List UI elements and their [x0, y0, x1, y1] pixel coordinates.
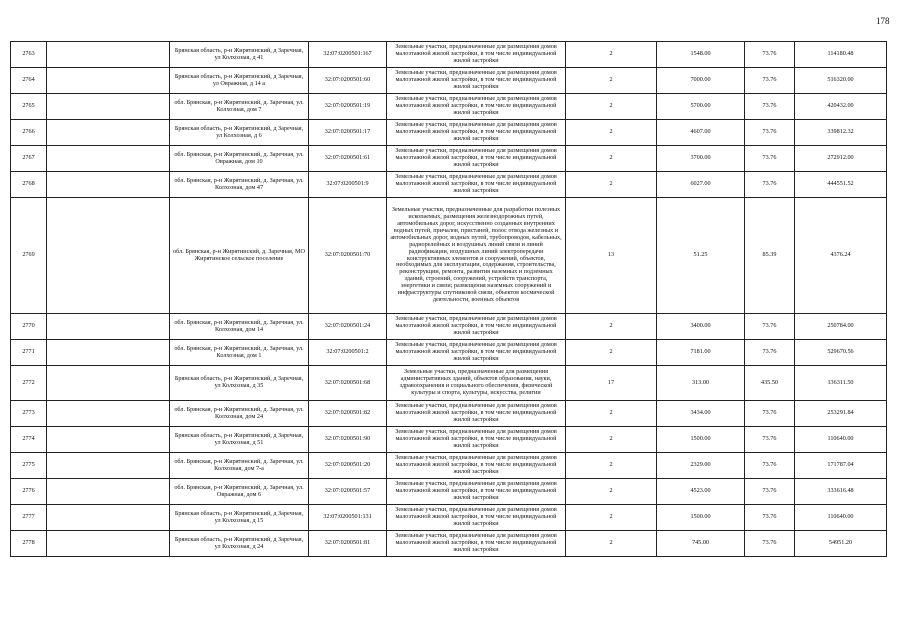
rate-cell: 73.76 — [745, 314, 795, 340]
area-cell: 313.00 — [657, 366, 745, 401]
table-body — [11, 42, 887, 557]
address-cell: обл. Брянская, р-н Жирятинский, д. Заречная, ул. Колхозная, дом 1 — [170, 340, 309, 366]
use-code-cell: 2 — [566, 427, 657, 453]
rate-cell: 73.76 — [745, 505, 795, 531]
address-cell: Брянская область, р-н Жирятинский, д Заречная, ул Овражная, д 14 а — [170, 68, 309, 94]
area-cell: 3434.00 — [657, 401, 745, 427]
row-number-cell: 2778 — [11, 531, 47, 557]
address-cell: Брянская область, р-н Жирятинский, д Заречная, ул Колхозная, д 41 — [170, 42, 309, 68]
rate-cell: 73.76 — [745, 172, 795, 198]
rate-cell: 73.76 — [745, 531, 795, 557]
use-code-cell: 13 — [566, 198, 657, 314]
row-number-cell: 2768 — [11, 172, 47, 198]
area-cell: 51.25 — [657, 198, 745, 314]
cadastral-value-cell: 136311.50 — [795, 366, 887, 401]
cadastral-number-cell: 32:07:0200501:82 — [309, 401, 387, 427]
area-cell: 2329.00 — [657, 453, 745, 479]
cadastral-number-cell: 32:07:0200501:167 — [309, 42, 387, 68]
table-row — [11, 94, 887, 120]
use-code-cell: 2 — [566, 146, 657, 172]
cadastral-value-cell: 420432.00 — [795, 94, 887, 120]
land-use-cell: Земельные участки, предназначенные для размещения домов малоэтажной жилой застройки, в том числе индивидуальной жилой застройки — [387, 68, 566, 94]
blank-cell — [47, 120, 170, 146]
rate-cell: 73.76 — [745, 120, 795, 146]
land-use-cell: Земельные участки, предназначенные для разработки полезных ископаемых, размещения железнодорожных путей, автомобильных дорог, искусственно созданных внутренних водных путей, причалов, пристаней, полос отвода железных и автомобильных дорог, водных путей, трубопроводов, кабельных, радиорелейных и воздушных линий связи и линий радиофикации, воздушных линий электропередачи конструктивных элементов и сооружений, объектов, необходимых для эксплуатации, содержания, строительства, реконструкции, ремонта, развития наземных и подземных зданий, строений, сооружений, устройств транспорта, энергетики и связи; размещения наземных сооружений и инфраструктуры спутниковой связи, объектов космической деятельности, военных объектов — [387, 198, 566, 314]
area-cell: 1500.00 — [657, 427, 745, 453]
area-cell: 4607.00 — [657, 120, 745, 146]
use-code-cell: 2 — [566, 401, 657, 427]
row-number-cell: 2763 — [11, 42, 47, 68]
table-row — [11, 314, 887, 340]
area-cell: 1500.00 — [657, 505, 745, 531]
table-row — [11, 120, 887, 146]
blank-cell — [47, 453, 170, 479]
use-code-cell: 2 — [566, 120, 657, 146]
cadastral-number-cell: 32:07:0200501:20 — [309, 453, 387, 479]
row-number-cell: 2772 — [11, 366, 47, 401]
table-row — [11, 366, 887, 401]
blank-cell — [47, 366, 170, 401]
area-cell: 4523.00 — [657, 479, 745, 505]
cadastral-number-cell: 32:07:0200501:57 — [309, 479, 387, 505]
area-cell: 7181.00 — [657, 340, 745, 366]
use-code-cell: 2 — [566, 172, 657, 198]
address-cell: обл. Брянская, р-н Жирятинский, д. Заречная, ул. Колхозная, дом 47 — [170, 172, 309, 198]
row-number-cell: 2767 — [11, 146, 47, 172]
use-code-cell: 2 — [566, 505, 657, 531]
cadastral-number-cell: 32:07:0200501:81 — [309, 531, 387, 557]
blank-cell — [47, 479, 170, 505]
row-number-cell: 2765 — [11, 94, 47, 120]
table-row — [11, 172, 887, 198]
land-use-cell: Земельные участки, предназначенные для размещения домов малоэтажной жилой застройки, в том числе индивидуальной жилой застройки — [387, 453, 566, 479]
blank-cell — [47, 146, 170, 172]
row-number-cell: 2769 — [11, 198, 47, 314]
row-number-cell: 2764 — [11, 68, 47, 94]
table-row — [11, 479, 887, 505]
cadastral-number-cell: 32:07:0200501:90 — [309, 427, 387, 453]
table-row — [11, 453, 887, 479]
area-cell: 5700.00 — [657, 94, 745, 120]
table-row — [11, 427, 887, 453]
blank-cell — [47, 198, 170, 314]
use-code-cell: 2 — [566, 479, 657, 505]
land-use-cell: Земельные участки, предназначенные для размещения домов малоэтажной жилой застройки, в том числе индивидуальной жилой застройки — [387, 531, 566, 557]
land-use-cell: Земельные участки, предназначенные для размещения домов малоэтажной жилой застройки, в том числе индивидуальной жилой застройки — [387, 479, 566, 505]
use-code-cell: 2 — [566, 94, 657, 120]
rate-cell: 85.39 — [745, 198, 795, 314]
table-row — [11, 68, 887, 94]
address-cell: обл. Брянская, р-н Жирятинский, д. Заречная, ул. Овражная, дом 6 — [170, 479, 309, 505]
row-number-cell: 2777 — [11, 505, 47, 531]
table-row — [11, 505, 887, 531]
cadastral-value-cell: 171787.04 — [795, 453, 887, 479]
land-use-cell: Земельные участки, предназначенные для размещения домов малоэтажной жилой застройки, в том числе индивидуальной жилой застройки — [387, 120, 566, 146]
address-cell: Брянская область, р-н Жирятинский, д Заречная, ул Колхозная, д 24 — [170, 531, 309, 557]
blank-cell — [47, 42, 170, 68]
rate-cell: 73.76 — [745, 68, 795, 94]
land-use-cell: Земельные участки, предназначенные для размещения домов малоэтажной жилой застройки, в том числе индивидуальной жилой застройки — [387, 401, 566, 427]
use-code-cell: 17 — [566, 366, 657, 401]
cadastral-value-cell: 272912.00 — [795, 146, 887, 172]
rate-cell: 73.76 — [745, 427, 795, 453]
area-cell: 7000.00 — [657, 68, 745, 94]
land-use-cell: Земельные участки, предназначенные для размещения домов малоэтажной жилой застройки, в том числе индивидуальной жилой застройки — [387, 340, 566, 366]
area-cell: 1548.00 — [657, 42, 745, 68]
area-cell: 3700.00 — [657, 146, 745, 172]
cadastral-value-cell: 339812.32 — [795, 120, 887, 146]
use-code-cell: 2 — [566, 531, 657, 557]
row-number-cell: 2774 — [11, 427, 47, 453]
cadastral-number-cell: 32:07:0200501:24 — [309, 314, 387, 340]
rate-cell: 73.76 — [745, 94, 795, 120]
cadastral-value-cell: 110640.00 — [795, 505, 887, 531]
use-code-cell: 2 — [566, 340, 657, 366]
address-cell: обл. Брянская, р-н Жирятинский, д. Заречная, МО Жирятинское сельское поселение — [170, 198, 309, 314]
table-row — [11, 198, 887, 314]
address-cell: обл. Брянская, р-н Жирятинский, д. Заречная, ул. Овражная, дом 10 — [170, 146, 309, 172]
address-cell: Брянская область, р-н Жирятинский, д Заречная, ул Колхозная, д 6 — [170, 120, 309, 146]
row-number-cell: 2773 — [11, 401, 47, 427]
blank-cell — [47, 94, 170, 120]
land-registry-table — [10, 41, 887, 557]
cadastral-value-cell: 529670.56 — [795, 340, 887, 366]
rate-cell: 73.76 — [745, 42, 795, 68]
area-cell: 6027.00 — [657, 172, 745, 198]
cadastral-value-cell: 54951.20 — [795, 531, 887, 557]
blank-cell — [47, 172, 170, 198]
address-cell: Брянская область, р-н Жирятинский, д Заречная, ул Колхозная, д 35 — [170, 366, 309, 401]
blank-cell — [47, 401, 170, 427]
table-row — [11, 340, 887, 366]
table-row — [11, 42, 887, 68]
land-use-cell: Земельные участки, предназначенные для размещения административных зданий, объектов образования, науки, здравоохранения и социального обеспечения, физической культуры и спорта, культуры, искусства, религии — [387, 366, 566, 401]
cadastral-number-cell: 32:07:0200501:17 — [309, 120, 387, 146]
rate-cell: 73.76 — [745, 479, 795, 505]
land-use-cell: Земельные участки, предназначенные для размещения домов малоэтажной жилой застройки, в том числе индивидуальной жилой застройки — [387, 427, 566, 453]
use-code-cell: 2 — [566, 314, 657, 340]
rate-cell: 73.76 — [745, 453, 795, 479]
address-cell: Брянская область, р-н Жирятинский, д Заречная, ул Колхозная, д 15 — [170, 505, 309, 531]
cadastral-value-cell: 253291.84 — [795, 401, 887, 427]
blank-cell — [47, 68, 170, 94]
address-cell: обл. Брянская, р-н Жирятинский, д. Заречная, ул. Колхозная, дом 7 — [170, 94, 309, 120]
cadastral-number-cell: 32:07:0200501:19 — [309, 94, 387, 120]
cadastral-number-cell: 32:07:0200501:70 — [309, 198, 387, 314]
cadastral-value-cell: 516320.00 — [795, 68, 887, 94]
cadastral-value-cell: 4376.24 — [795, 198, 887, 314]
rate-cell: 435.50 — [745, 366, 795, 401]
blank-cell — [47, 340, 170, 366]
address-cell: обл. Брянская, р-н Жирятинский, д. Заречная, ул. Колхозная, дом 7-а — [170, 453, 309, 479]
row-number-cell: 2775 — [11, 453, 47, 479]
page-number: 178 — [876, 16, 890, 26]
cadastral-value-cell: 444551.52 — [795, 172, 887, 198]
row-number-cell: 2771 — [11, 340, 47, 366]
use-code-cell: 2 — [566, 42, 657, 68]
row-number-cell: 2770 — [11, 314, 47, 340]
area-cell: 3400.00 — [657, 314, 745, 340]
land-use-cell: Земельные участки, предназначенные для размещения домов малоэтажной жилой застройки, в том числе индивидуальной жилой застройки — [387, 94, 566, 120]
land-use-cell: Земельные участки, предназначенные для размещения домов малоэтажной жилой застройки, в том числе индивидуальной жилой застройки — [387, 172, 566, 198]
address-cell: Брянская область, р-н Жирятинский, д Заречная, ул Колхозная, д 51 — [170, 427, 309, 453]
cadastral-number-cell: 32:07:0200501:9 — [309, 172, 387, 198]
cadastral-value-cell: 110640.00 — [795, 427, 887, 453]
rate-cell: 73.76 — [745, 401, 795, 427]
table-row — [11, 146, 887, 172]
cadastral-number-cell: 32:07:0200501:68 — [309, 366, 387, 401]
table-row — [11, 531, 887, 557]
blank-cell — [47, 314, 170, 340]
rate-cell: 73.76 — [745, 340, 795, 366]
area-cell: 745.00 — [657, 531, 745, 557]
use-code-cell: 2 — [566, 68, 657, 94]
land-use-cell: Земельные участки, предназначенные для размещения домов малоэтажной жилой застройки, в том числе индивидуальной жилой застройки — [387, 314, 566, 340]
table-row — [11, 401, 887, 427]
blank-cell — [47, 505, 170, 531]
address-cell: обл. Брянская, р-н Жирятинский, д. Заречная, ул. Колхозная, дом 14 — [170, 314, 309, 340]
cadastral-value-cell: 250784.00 — [795, 314, 887, 340]
cadastral-number-cell: 32:07:0200501:2 — [309, 340, 387, 366]
cadastral-value-cell: 333616.48 — [795, 479, 887, 505]
blank-cell — [47, 427, 170, 453]
blank-cell — [47, 531, 170, 557]
cadastral-number-cell: 32:07:0200501:61 — [309, 146, 387, 172]
address-cell: обл. Брянская, р-н Жирятинский, д. Заречная, ул. Колхозная, дом 24 — [170, 401, 309, 427]
land-use-cell: Земельные участки, предназначенные для размещения домов малоэтажной жилой застройки, в том числе индивидуальной жилой застройки — [387, 146, 566, 172]
rate-cell: 73.76 — [745, 146, 795, 172]
cadastral-number-cell: 32:07:0200501:60 — [309, 68, 387, 94]
use-code-cell: 2 — [566, 453, 657, 479]
cadastral-value-cell: 114180.48 — [795, 42, 887, 68]
land-use-cell: Земельные участки, предназначенные для размещения домов малоэтажной жилой застройки, в том числе индивидуальной жилой застройки — [387, 505, 566, 531]
row-number-cell: 2776 — [11, 479, 47, 505]
cadastral-number-cell: 32:07:0200501:131 — [309, 505, 387, 531]
row-number-cell: 2766 — [11, 120, 47, 146]
land-use-cell: Земельные участки, предназначенные для размещения домов малоэтажной жилой застройки, в том числе индивидуальной жилой застройки — [387, 42, 566, 68]
